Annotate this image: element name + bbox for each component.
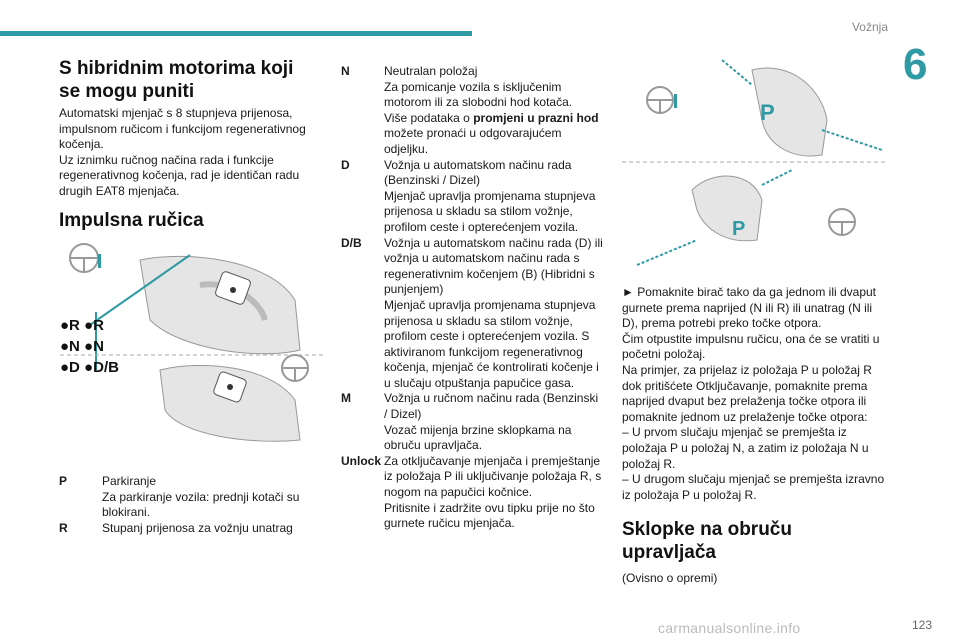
- instructions-paragraph: ► Pomaknite birač tako da ga jednom ili dvaput gurnete prema naprijed (N ili R) ili unatrag (N ili D), prema potrebi preko točke otpora. Čim otpustite impulsnu ručicu, ona će se vratiti u početni položaj. Na primjer, za prijelaz iz položaja P u položaj R dok pritišćete Otključavanje, pomaknite prema naprijed dvaput bez prelaženja točke otpora ili pomaknite jednom uz prelaženje točke otpora: – U prvom slučaju mjenjač se premješta iz položaja P u položaj N, a zatim iz položaja N u položaj R. – U drugom slučaju mjenjač se premješta izravno iz položaja P u položaj R.: [622, 285, 885, 502]
- section-title-sklopke: Sklopke na obruču upravljača: [622, 519, 792, 563]
- intro-paragraph: Automatski mjenjač s 8 stupnjeva prijenosa, impulsnom ručicom i funkcijom regenerativnog kočenja. Uz iznimku ručnog načina rada i funkcije regenerativnog kočenja, rad je identičan radu drugih EAT8 mjenjača.: [59, 106, 306, 198]
- def-row-db: [341, 236, 603, 392]
- def-line: Parkiranje: [102, 474, 157, 488]
- steering-wheel-icon: [70, 244, 101, 272]
- section-title-impulsna: Impulsna ručica: [59, 210, 204, 231]
- def-term: N: [341, 64, 350, 78]
- def-text: Vožnja u automatskom načinu rada (Benzinski / Dizel) Mjenjač upravlja promjenama stupnjeva prijenosa u skladu sa stilom vožnje, profilom ceste i opterećenjem vozila.: [384, 157, 596, 234]
- svg-text:P: P: [760, 100, 775, 125]
- watermark: carmanualsonline.info: [658, 620, 801, 636]
- steering-wheel-icon-4: [829, 209, 855, 235]
- def-text: [102, 474, 309, 521]
- def-term: Unlock: [341, 453, 382, 468]
- def-text: Za otključavanje mjenjača i premještanje iz položaja P ili uključivanje položaja R, s nogom na papučici kočnice. Pritisnite i zadržite ovu tipku prije no što gurnete ručicu mjenjača.: [384, 453, 602, 531]
- def-text: [384, 64, 603, 158]
- def-term: P: [59, 474, 68, 488]
- section-title-hybrid: S hibridnim motorima koji se mogu puniti: [59, 58, 294, 102]
- note-ovisno: (Ovisno o opremi): [622, 571, 718, 585]
- definition-list-left: [59, 474, 309, 536]
- section-name: Vožnja: [851, 20, 888, 34]
- def-term: D/B: [341, 235, 362, 250]
- def-text-part: Neutralan položaj Za pomicanje vozila s isključenim motorom ili za slobodni hod kotača. Više podataka o: [384, 64, 573, 125]
- def-text-tail: možete pronaći u odgovarajućem odjeljku.: [384, 126, 562, 156]
- position-label-d: ●D ●D/B: [60, 359, 119, 376]
- definition-list-middle: [341, 64, 603, 532]
- def-row-r: [59, 521, 309, 537]
- gear-selector-illustration-right: [622, 50, 887, 275]
- def-term: M: [341, 391, 351, 406]
- chapter-number: 6: [903, 40, 928, 89]
- def-row-d: [341, 158, 603, 236]
- def-text: Vožnja u automatskom načinu rada (D) ili vožnja u automatskom načinu rada s regenerativnim kočenjem (B) (Hibridni s punjenjem) Mjenjač upravlja promjenama stupnjeva prijenosa u skladu sa stilom vožnje, profilom ceste i opterećenjem vozila. S aktiviranom funkcijom regenerativnog kočenja, mjenjač će kontrolirati kočenje i u slučaju otpuštanja papučice gasa.: [384, 235, 603, 390]
- steering-wheel-icon-3: [647, 87, 677, 113]
- def-line: Za parkiranje vozila: prednji kotači su blokirani.: [102, 489, 300, 520]
- gear-selector-illustration-left: [60, 240, 330, 455]
- position-label-n: ●N ●N: [60, 338, 104, 355]
- steering-wheel-icon-2: [282, 355, 308, 381]
- def-text: Vožnja u ručnom načinu rada (Benzinski / Dizel) Vozač mijenja brzine sklopkama na obruču upravljača.: [384, 391, 599, 453]
- def-row-p: [59, 474, 309, 521]
- def-term: R: [59, 520, 68, 535]
- page-number: 123: [911, 618, 932, 632]
- def-text: Stupanj prijenosa za vožnju unatrag: [102, 520, 293, 535]
- top-accent-bar: [0, 31, 472, 36]
- def-term: D: [341, 157, 350, 172]
- def-row-unlock: [341, 454, 603, 532]
- def-row-m: [341, 391, 603, 453]
- def-text-bold: promjeni u prazni hod: [473, 110, 599, 125]
- def-row-n: [341, 64, 603, 158]
- svg-text:P: P: [732, 218, 746, 240]
- position-label-r: ●R ●R: [60, 317, 104, 334]
